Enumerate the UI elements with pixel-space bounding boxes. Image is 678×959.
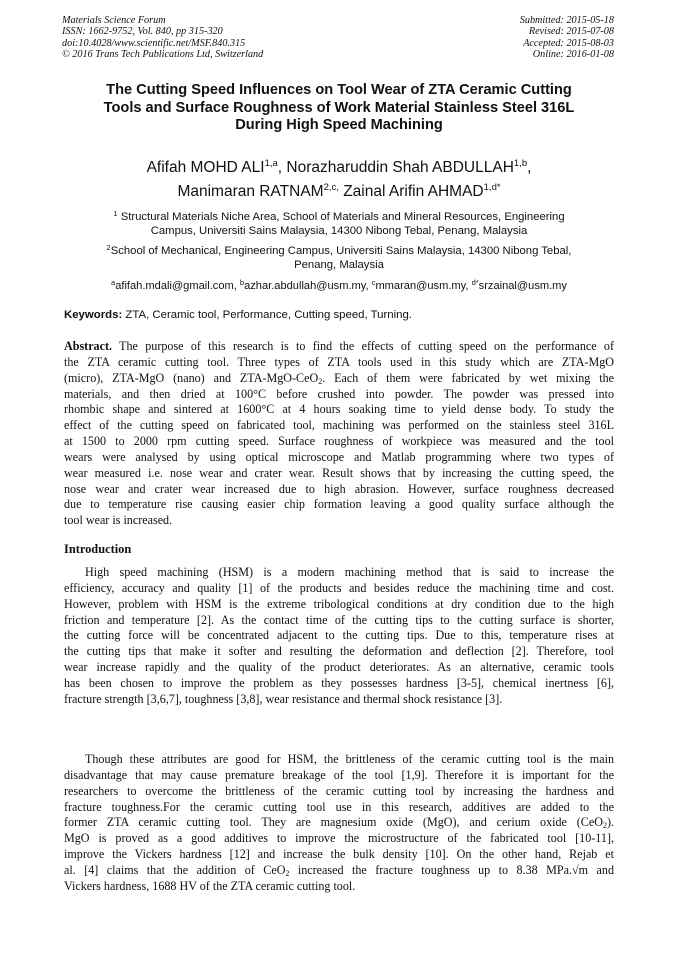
paragraph-line: fracture strength [3,6,7], toughness [3,8], wear resistance and thermal shock resistance [3]. (64, 691, 503, 706)
keywords-label: Keywords: (64, 309, 123, 321)
paper-title (60, 82, 618, 135)
email-link[interactable]: azhar.abdullah@usm.my, (244, 280, 372, 292)
author-line: Afifah MOHD ALI$^{1,a}$, Norazharuddin Shah ABDULLAH$^{1,b}$, (146, 158, 532, 176)
paragraph-line: has been chosen to improve the problem as they possesses hardness [3-5], chemical inertness [6], (64, 675, 614, 690)
paragraph-line: friction and temperature [2]. As the contact time of the cutting tips to the cutting surface is shorter, (64, 612, 614, 627)
abstract-line: at 1500 to 2000 rpm cutting speed. Surface roughness of workpiece was measured and the tool (64, 434, 614, 449)
abstract (64, 339, 614, 529)
date-online: Online: 2016-01-08 (532, 48, 614, 60)
abstract-line: effect of the cutting speed on fabricated tool, machining was performed on the stainless steel 316L (64, 418, 614, 433)
abstract-line: tool wear is increased. (64, 513, 173, 528)
issn: ISSN: 1662-9752, Vol. 840, pp 315-320 (62, 26, 223, 38)
abstract-line: nose wear and crater wear increased due to high abrasion. However, surface roughness decreased (64, 481, 614, 496)
abstract-line: (micro), ZTA-MgO (nano) and ZTA-MgO-CeO$_2$. Each of them were fabricated by wet mixing the (64, 370, 614, 386)
publication-dates (520, 15, 614, 60)
email-sup: b (239, 278, 245, 287)
email-link[interactable]: afifah.mdali@gmail.com, (115, 280, 240, 292)
paragraph-line: researchers to overcome the brittleness of the ceramic cutting tool by increasing the hardness and (64, 783, 614, 798)
affiliation-text: Campus, Universiti Sains Malaysia, 14300 Nibong Tebal, Penang, Malaysia (150, 225, 528, 238)
title-line: Tools and Surface Roughness of Work Material Stainless Steel 316L (103, 99, 575, 116)
abstract-label: Abstract. (64, 339, 113, 353)
introduction-paragraph-2 (64, 752, 614, 895)
date-submitted: Submitted: 2015-05-18 (519, 15, 614, 26)
affiliation-sup: 1 (113, 209, 118, 218)
paragraph-line: High speed machining (HSM) is a modern machining method that is said to increase the (85, 565, 614, 579)
paragraph-line: disadvantage that may cause premature breakage of the tool [1,9]. Therefore it is important for the (64, 767, 614, 782)
keywords (64, 308, 616, 322)
author-name: Norazharuddin Shah ABDULLAH (286, 159, 514, 176)
email-sup: a (111, 278, 116, 287)
paragraph-line: Vickers hardness, 1688 HV of the ZTA ceramic cutting tool. (64, 878, 356, 893)
introduction-paragraph-1 (64, 565, 614, 708)
keywords-text: ZTA, Ceramic tool, Performance, Cutting speed, Turning. (122, 309, 412, 321)
author-name: Zainal Arifin AHMAD (343, 183, 484, 200)
copyright: © 2016 Trans Tech Publications Ltd, Switzerland (62, 48, 264, 60)
email-sup: c (371, 278, 376, 287)
paragraph-line: former ZTA ceramic cutting tool. They are magnesium oxide (MgO), and cerium oxide (CeO$_2$). (64, 815, 614, 831)
author-emails (40, 279, 638, 293)
paragraph-line: efficiency, accuracy and quality [1] of the products and besides reduce the machining time and cost. (64, 580, 614, 595)
abstract-line: materials, and then dried at 100°C before crushed into powder. The powder was pressed into (64, 386, 614, 401)
affiliation-2 (70, 244, 608, 272)
paragraph-line: the cutting force will be concentrated adjacent to the cutting tips. Due to this, temperature rises at (64, 628, 614, 643)
journal-name: Materials Science Forum (62, 15, 166, 26)
doi: doi:10.4028/www.scientific.net/MSF.840.315 (62, 37, 246, 49)
title-line: The Cutting Speed Influences on Tool Wear of ZTA Ceramic Cutting (106, 82, 572, 98)
abstract-line: Abstract. The purpose of this research is to find the effects of cutting speed on the performance of (64, 339, 614, 353)
date-accepted: Accepted: 2015-08-03 (523, 37, 614, 49)
abstract-line: wear measured i.e. nose wear and crater wear. Result shows that by increasing the cutting speed, the (64, 465, 614, 480)
date-revised: Revised: 2015-07-08 (528, 26, 614, 38)
paragraph-line: the cutting tips that make it softer and resulting the deformation and deflection [2]. Therefore, tool (64, 644, 614, 659)
affiliation-text: Penang, Malaysia (294, 259, 384, 272)
paragraph-line: Though these attributes are good for HSM, the brittleness of the ceramic cutting tool is the main (85, 752, 614, 766)
abstract-line: wears were analysed by using optical microscope and Matlab programming where two types of (64, 449, 614, 464)
abstract-line: due to temperature rise causing easier chip formation leaving a good quality surface although the (64, 497, 614, 512)
author-line (60, 180, 618, 204)
affiliation-text: School of Mechanical, Engineering Campus, Universiti Sains Malaysia, 14300 Nibong Tebal, (110, 245, 572, 257)
email-sup: d* (471, 278, 479, 287)
author-sup: 1,d* (483, 182, 501, 193)
affiliation-1 (70, 210, 608, 238)
paragraph-line: fracture toughness.For the ceramic cutting tool use in this research, additives are added to the (64, 799, 614, 814)
author-sup: 1,b (513, 158, 528, 169)
title-line: During High Speed Machining (235, 117, 443, 133)
author-sup: 2,c, (323, 182, 339, 193)
paragraph-line: improve the Vickers hardness [12] and increase the bulk density [10]. On the other hand, Rejab et (64, 847, 614, 862)
affiliation-text: Structural Materials Niche Area, School of Materials and Mineral Resources, Engineering (120, 211, 565, 223)
author-name: Manimaran RATNAM (177, 183, 324, 200)
abstract-line: rhombic shape and sintered at 1600°C at 4 hours soaking time to yield dense body. To study the (64, 402, 614, 417)
paragraph-line: However, problem with HSM is the extreme tribological conditions at dry condition due to the high (64, 596, 614, 611)
abstract-line: the ZTA ceramic cutting tool. Three types of ZTA tools used in this study which are ZTA-MgO (64, 354, 614, 369)
journal-info (62, 15, 263, 60)
section-heading-introduction: Introduction (64, 542, 132, 556)
author-name: Afifah MOHD ALI (146, 159, 265, 176)
paragraph-line: al. [4] claims that the addition of CeO$_2$ increased the fracture toughness up to 8.38 MPa.√m and (64, 862, 614, 878)
paragraph-line: wear increase rapidly and the quality of the product deteriorates. As an alternative, ceramic tools (64, 660, 614, 675)
affiliation-sup: 2 (106, 243, 111, 252)
author-sup: 1,a (264, 158, 278, 169)
paragraph-line: MgO is proved as a good additives to improve the microstructure of the fabricated tool [10-11], (64, 831, 614, 846)
email-link[interactable]: mmaran@usm.my, (375, 280, 472, 292)
author-list (60, 156, 618, 204)
email-link[interactable]: srzainal@usm.my (478, 280, 567, 292)
